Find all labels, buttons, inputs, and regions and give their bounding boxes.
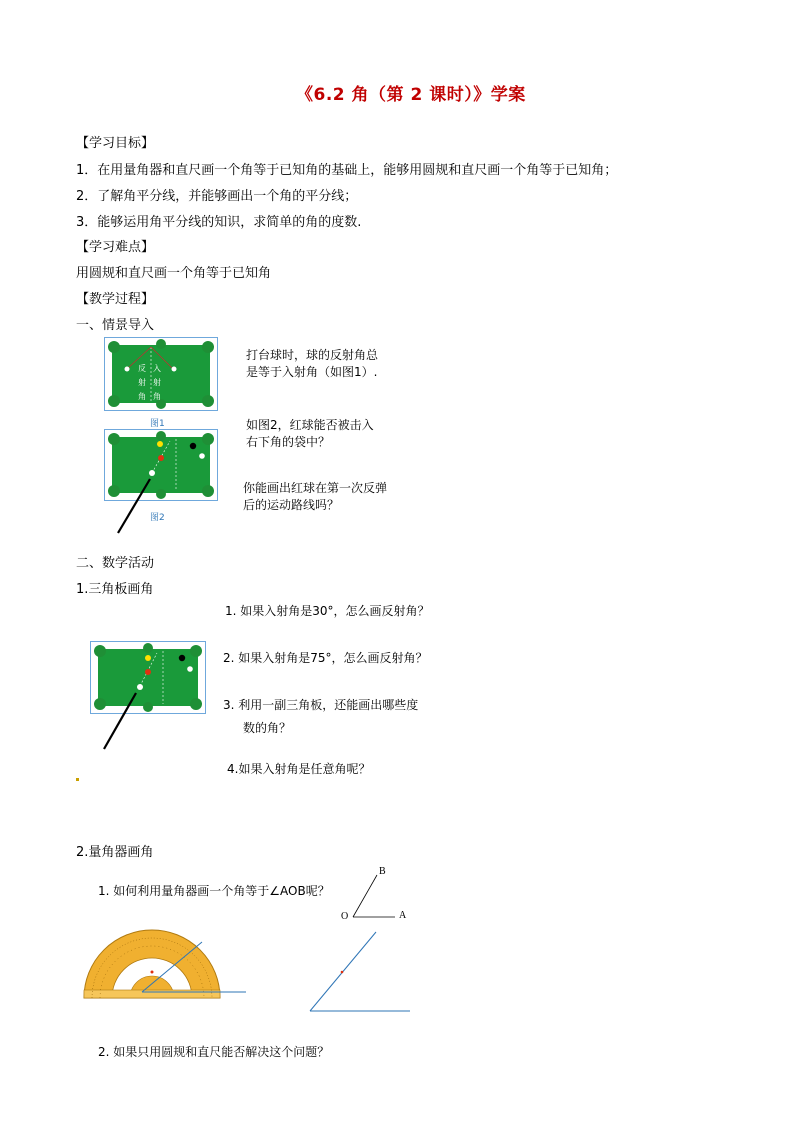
sub1-question-3-line-2: 数的角？ [243,721,292,735]
stray-mark [76,778,79,781]
part1-heading: 一、情景导入 [76,318,155,333]
page-title: 《6.2 角（第 2 课时）》学案 [296,85,526,105]
part2-heading: 二、数学活动 [76,556,155,571]
fig1-angle-left-char-2: 射 [138,378,146,387]
angle-aob-figure [340,868,420,928]
fig1-angle-right-char-1: 入 [153,364,161,373]
intro-text-2-line-1: 如图2，红球能否被击入 [246,418,374,432]
label-b: B [379,866,386,877]
angle-drawing-figure [306,930,416,1016]
sub1-question-4: 4.如果入射角是任意角呢？ [227,762,371,776]
fig1-angle-right-char-3: 角 [153,392,161,401]
fig1-angle-left-char-3: 角 [138,392,146,401]
sub1-question-3-line-1: 3. 利用一副三角板，还能画出哪些度 [223,698,419,712]
pool-table-figure-3 [90,641,206,751]
protractor-figure [82,928,252,1004]
fig1-angle-right-char-2: 射 [153,378,161,387]
sub1-question-1: 1. 如果入射角是30°，怎么画反射角？ [225,604,430,618]
sub1-question-2: 2. 如果入射角是75°，怎么画反射角？ [223,651,428,665]
goal-item-1: 1．在用量角器和直尺画一个角等于已知角的基础上，能够用圆规和直尺画一个角等于已知角； [76,163,618,178]
intro-text-2-line-2: 右下角的袋中？ [246,435,331,449]
goal-item-3: 3．能够运用角平分线的知识，求简单的角的度数. [76,215,362,230]
label-a: A [399,910,407,921]
process-heading: 【教学过程】 [76,292,155,307]
goal-item-2: 2．了解角平分线，并能够画出一个角的平分线； [76,189,358,204]
label-o: O [341,911,349,922]
intro-text-1-line-2: 是等于入射角（如图1）. [246,365,378,379]
intro-text-1-line-1: 打台球时，球的反射角总 [246,348,379,362]
fig1-angle-left-char-1: 反 [138,364,146,373]
sub2-question-2: 2. 如果只用圆规和直尺能否解决这个问题？ [98,1045,330,1059]
fig1-label: 图1 [150,419,165,429]
sub2-heading: 2.量角器画角 [76,845,154,860]
difficulty-heading: 【学习难点】 [76,240,155,255]
intro-text-3-line-2: 后的运动路线吗？ [243,498,340,512]
intro-text-3-line-1: 你能画出红球在第一次反弹 [243,481,388,495]
sub2-question-1: 1. 如何利用量角器画一个角等于∠AOB呢？ [98,884,330,898]
goals-heading: 【学习目标】 [76,136,155,151]
fig2-label: 图2 [150,513,165,523]
sub1-heading: 1.三角板画角 [76,582,154,597]
difficulty-text: 用圆规和直尺画一个角等于已知角 [76,266,272,281]
